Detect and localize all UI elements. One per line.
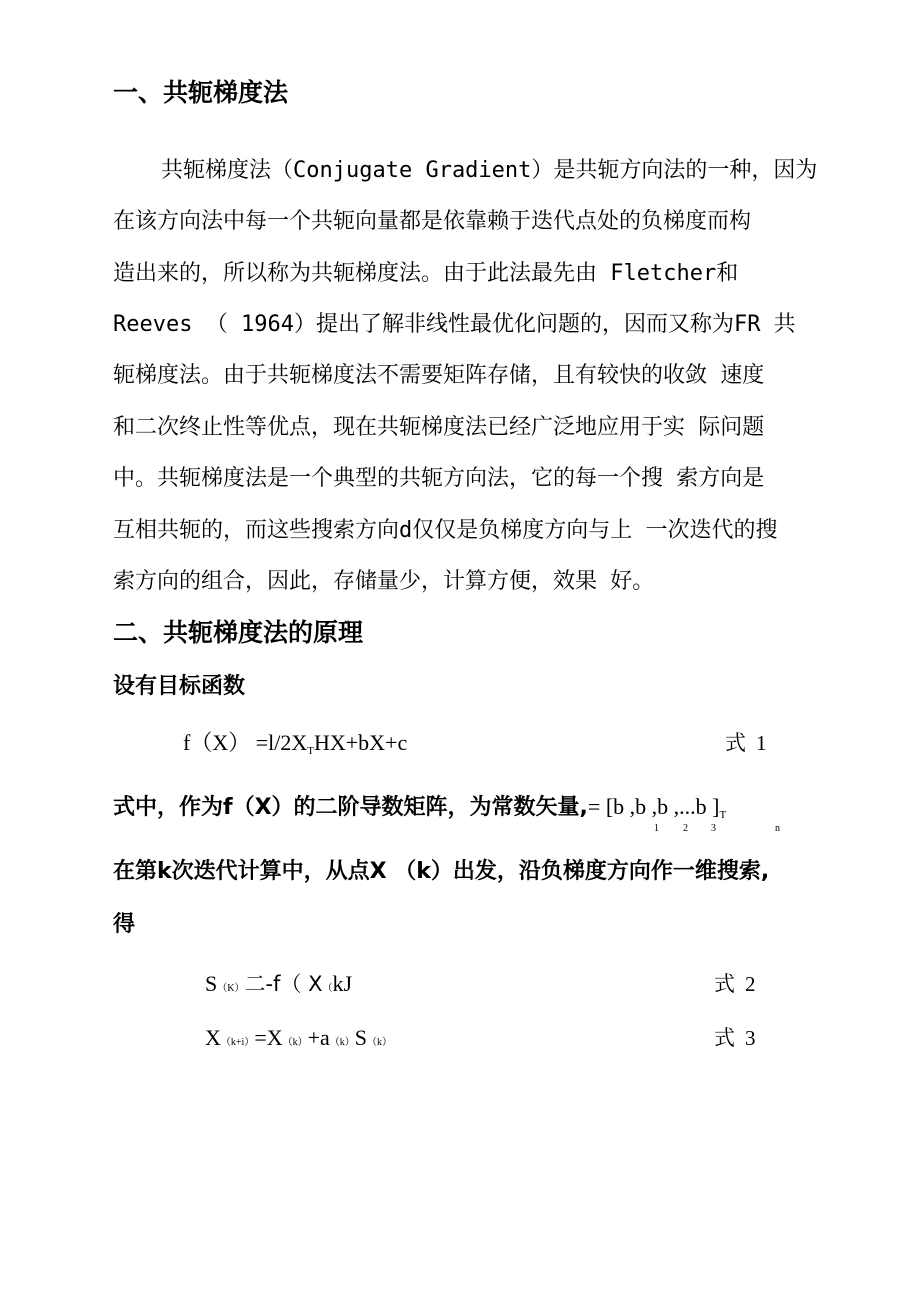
search-line-2: 得 (113, 912, 136, 937)
paragraph-line: 造出来的，所以称为共轭梯度法。由于此法最先由 Fletcher和 (113, 261, 739, 286)
paragraph-line: 和二次终止性等优点，现在共轭梯度法已经广泛地应用于实 际问题 (113, 415, 765, 440)
search-line: 在第k次迭代计算中，从点X （k）出发，沿负梯度方向作一维搜索, (113, 859, 770, 884)
eq3-eq: =X (254, 1025, 283, 1050)
objective-label: 设有目标函数 (113, 674, 246, 699)
vector-transpose: T (719, 809, 727, 821)
eq2-label: 式 (714, 972, 735, 996)
eq1-label: 式 (725, 731, 746, 755)
paragraph-line: Reeves （ 1964）提出了解非线性最优化问题的，因而又称为FR 共 (113, 312, 796, 337)
where-text: 式中，作为f（X）的二阶导数矩阵，为常数矢量, (113, 795, 588, 820)
section-2-heading: 二、共轭梯度法的原理 (113, 618, 364, 647)
eq3-x2-sub: （k） (282, 1037, 308, 1048)
eq2-tail: kJ (332, 971, 353, 996)
eq3-label: 式 (714, 1026, 735, 1050)
equation-2-number (714, 969, 756, 999)
eq1-number: 1 (756, 731, 767, 755)
equation-1 (183, 728, 407, 766)
eq1-rhs: HX+bX+c (313, 730, 408, 755)
eq3-x1: X (205, 1025, 221, 1050)
paragraph-line: 中。共轭梯度法是一个典型的共轭方向法，它的每一个搜 索方向是 (113, 466, 765, 491)
eq3-plus: +a (307, 1025, 330, 1050)
subscript-2: 2 (683, 823, 688, 834)
where-line (113, 792, 726, 830)
eq3-a-sub: （k） (329, 1037, 355, 1048)
eq1-lhs: f（X） =l/2X (183, 730, 308, 755)
eq2-x-sub: （ (322, 983, 333, 994)
vector-b: = [b ,b ,b ,...b ] (587, 794, 720, 819)
eq3-s: S (354, 1025, 368, 1050)
eq3-s-sub: （k） (367, 1037, 393, 1048)
subscript-n: n (775, 823, 780, 834)
section-1-heading: 一、共轭梯度法 (113, 78, 289, 107)
equation-3-number (714, 1023, 756, 1053)
eq2-number: 2 (745, 972, 756, 996)
paragraph-line: 共轭梯度法（Conjugate Gradient）是共轭方向法的一种，因为 (161, 158, 818, 183)
subscript-3: 3 (711, 823, 716, 834)
equation-1-number (725, 728, 767, 758)
equation-3 (205, 1023, 392, 1058)
paragraph-line: 索方向的组合，因此，存储量少，计算方便，效果 好。 (113, 569, 655, 594)
subscript-1: 1 (654, 823, 659, 834)
eq2-s-sub: （K） (217, 983, 245, 994)
paragraph-line: 互相共轭的，而这些搜索方向d仅仅是负梯度方向与上 一次迭代的搜 (113, 518, 778, 543)
eq1-sub: T (307, 745, 314, 757)
equation-2 (205, 969, 352, 1004)
paragraph-line: 在该方向法中每一个共轭向量都是依靠赖于迭代点处的负梯度而构 (113, 209, 752, 234)
paragraph-line: 轭梯度法。由于共轭梯度法不需要矩阵存储，且有较快的收敛 速度 (113, 363, 765, 388)
eq2-body: 二-f（ X (244, 972, 323, 996)
eq3-x1-sub: （k+i） (220, 1037, 255, 1048)
eq2-s: S (205, 971, 218, 996)
eq3-number: 3 (745, 1026, 756, 1050)
